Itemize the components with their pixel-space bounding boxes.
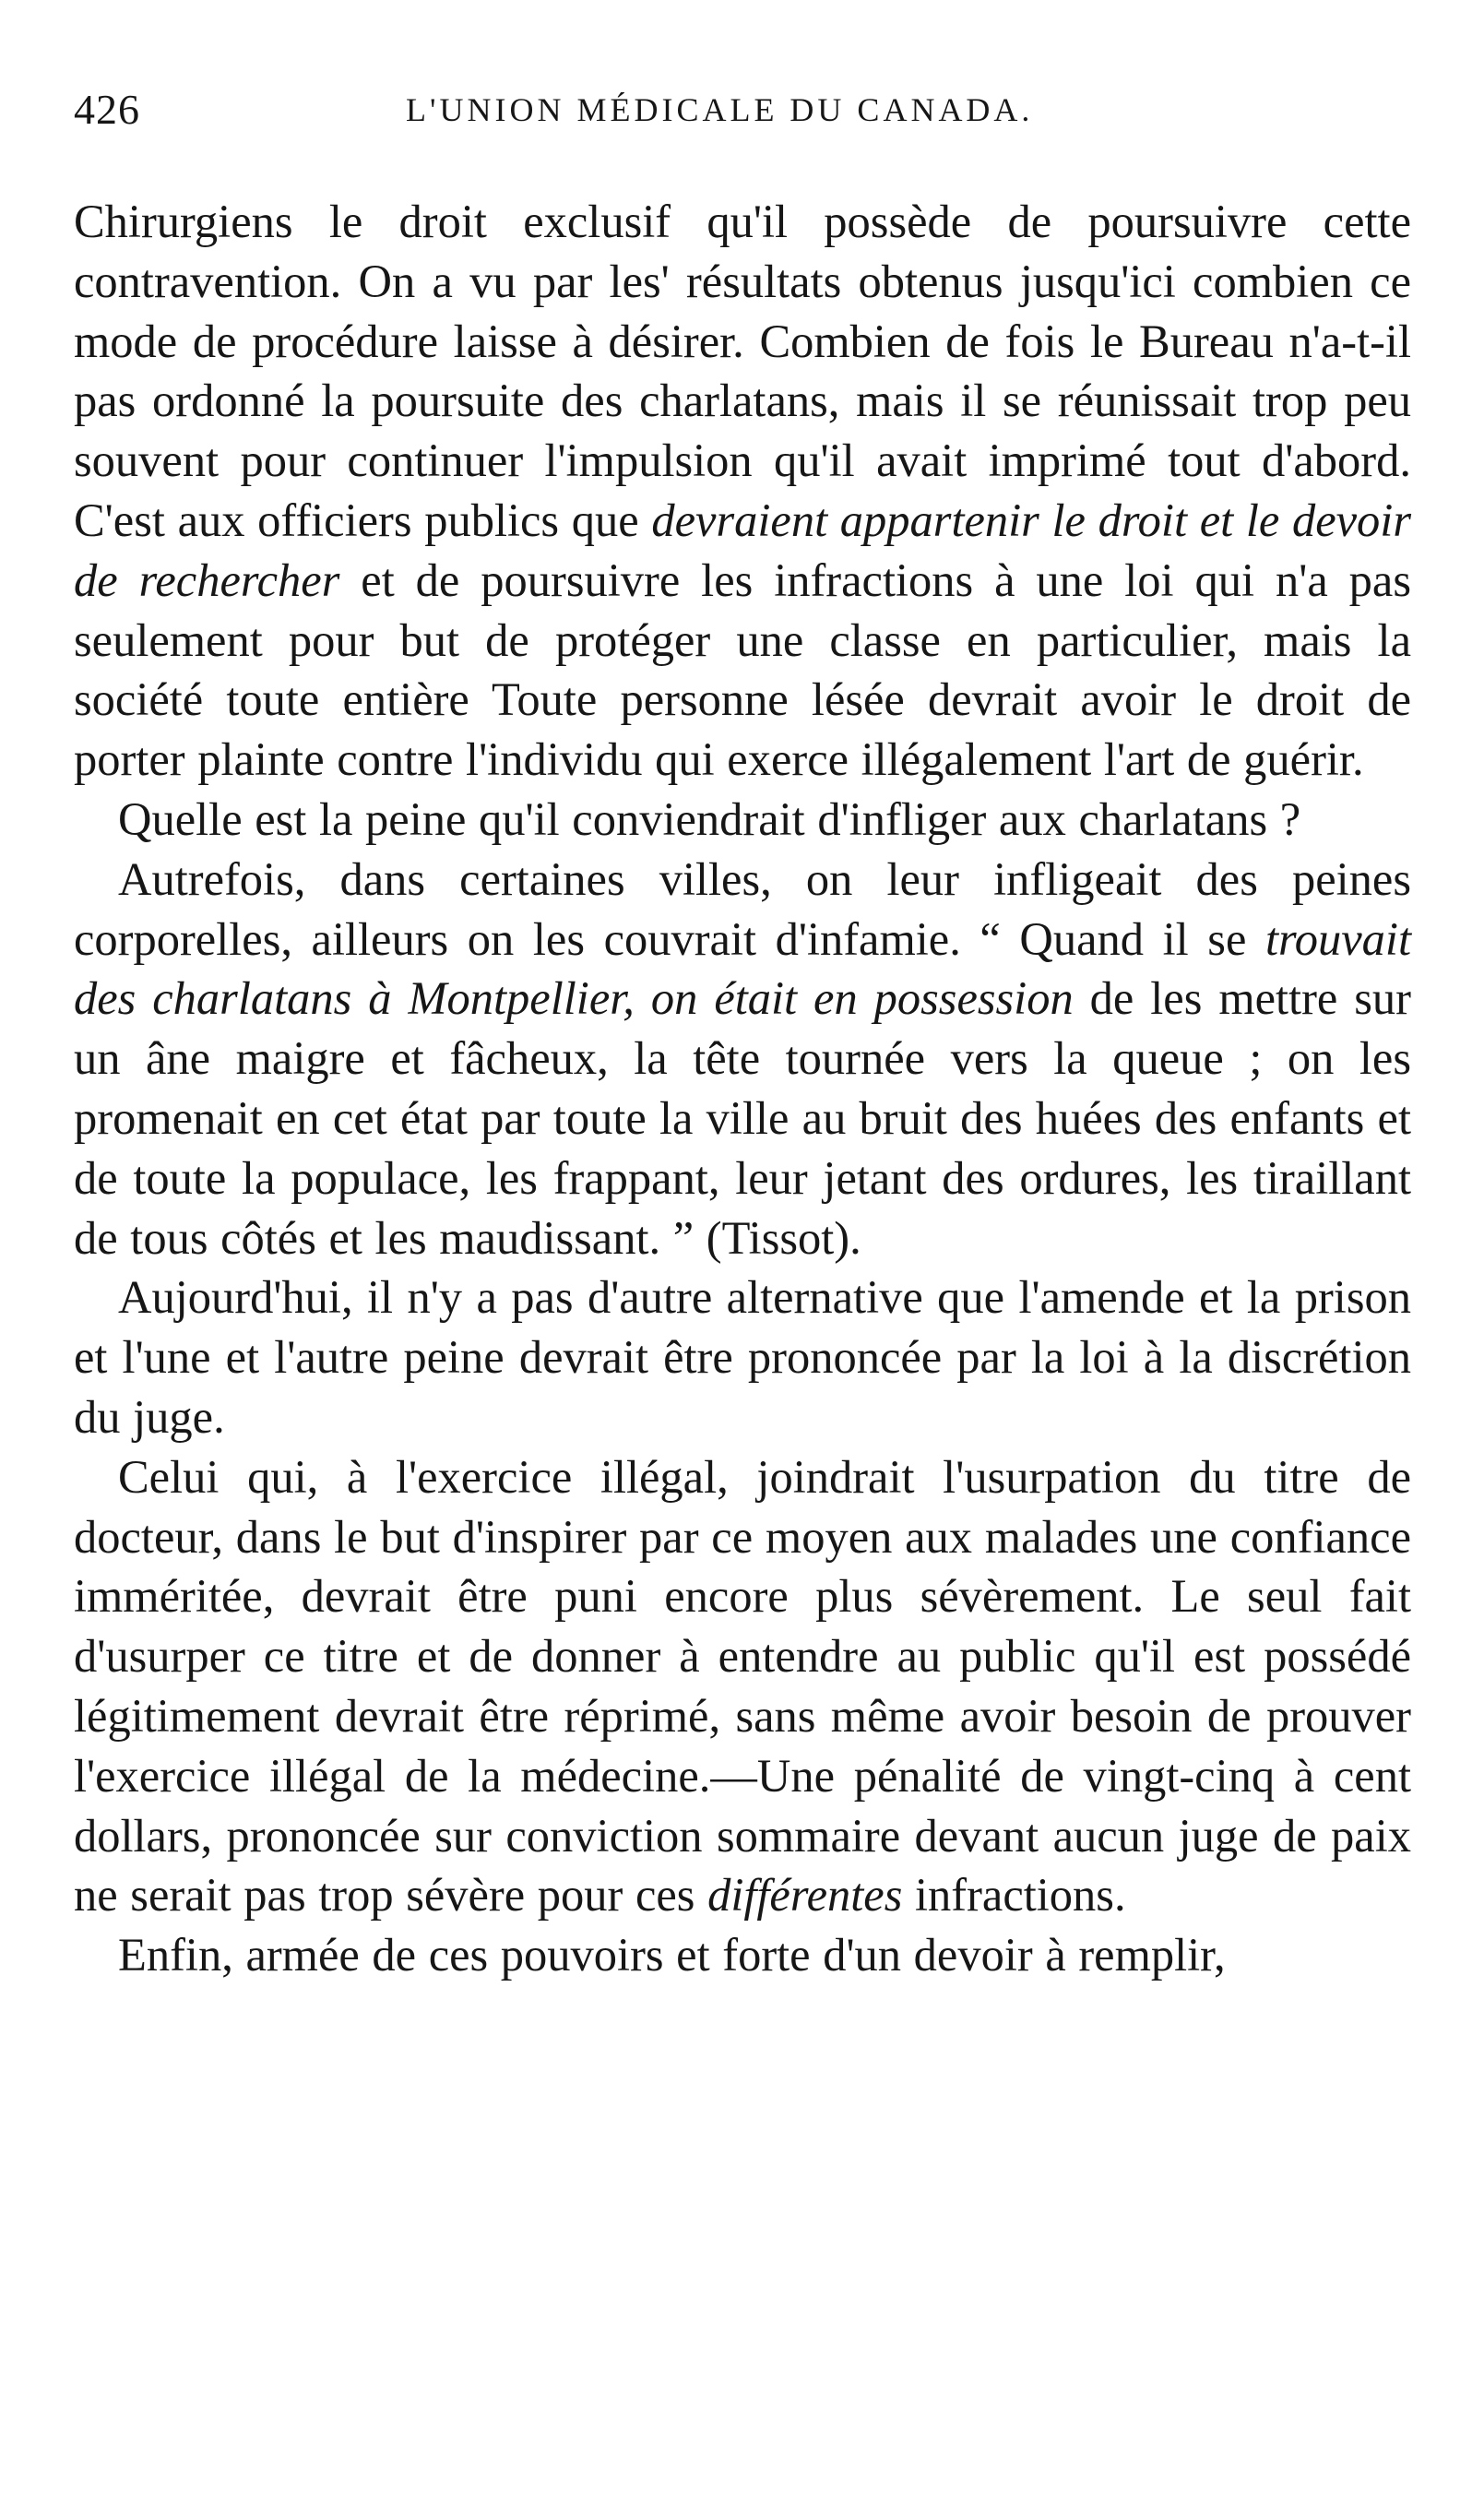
document-page [74,85,1411,1985]
text-run: de les mettre sur un âne maigre et fâcheux, la tête tournée vers la queue ; on les promenait en cet état par toute la ville au bruit des huées des enfants et de toute la populace, les frappant, leur jetant des ordures, les tiraillant de tous côtés et les maudissant. ” (Tissot). [74,972,1411,1264]
running-title: L'UNION MÉDICALE DU CANADA. [406,91,1034,128]
text-run: et de poursuivre les infractions à une loi qui n'a pas seulement pour but de protéger une classe en particulier, mais la société toute entière Toute personne lésée devrait avoir le droit de porter plainte contre l'individu qui exerce illégalement l'art de guérir. [74,553,1411,786]
text-run: infractions. [902,1869,1126,1922]
paragraph [74,850,1411,1268]
paragraph [74,790,1411,850]
text-run: Chirurgiens le droit exclusif qu'il possède de poursuivre cette contravention. On a vu par les' résultats obtenus jusqu'ici combien ce mode de procédure laisse à désirer. Combien de fois le Bureau n'a-t-il pas ordonné la poursuite des charlatans, mais il se réunissait trop peu souvent pour continuer l'impulsion qu'il avait imprimé tout d'abord. C'est aux officiers publics que [74,196,1411,546]
italic-text: devraient appartenir le droit et le devoir de rechercher [74,494,1411,606]
text-run: Aujourd'hui, il n'y a pas d'autre alternative que l'amende et la prison et l'une et l'autre peine devrait être prononcée par la loi à la discrétion du juge. [74,1271,1411,1443]
paragraph [74,1925,1411,1985]
text-run: Enfin, armée de ces pouvoirs et forte d'un devoir à remplir, [118,1929,1226,1981]
paragraph [74,1447,1411,1925]
paragraph [74,192,1411,790]
text-run: Quelle est la peine qu'il conviendrait d'infliger aux charlatans ? [118,792,1301,845]
text-run: Celui qui, à l'exercice illégal, joindrait l'usurpation du titre de docteur, dans le but d'inspirer par ce moyen aux malades une confiance imméritée, devrait être puni encore plus sévèrement. Le seul fait d'usurper ce titre et de donner à entendre au public qu'il est possédé légitimement devrait être réprimé, sans même avoir besoin de prouver l'exercice illégal de la médecine.—Une pénalité de vingt-cinq à cent dollars, prononcée sur conviction sommaire devant aucun juge de paix ne serait pas trop sévère pour ces [74,1450,1411,1922]
italic-text: trouvait des charlatans à Montpellier, on était en possession [74,912,1411,1025]
paragraph [74,1267,1411,1446]
italic-text: différentes [707,1869,903,1922]
body-text [74,192,1411,1985]
page-number: 426 [74,86,140,133]
text-run: Autrefois, dans certaines villes, on leur infligeait des peines corporelles, ailleurs on les couvrait d'infamie. “ Quand il se [74,852,1411,965]
page-header [74,85,1411,149]
